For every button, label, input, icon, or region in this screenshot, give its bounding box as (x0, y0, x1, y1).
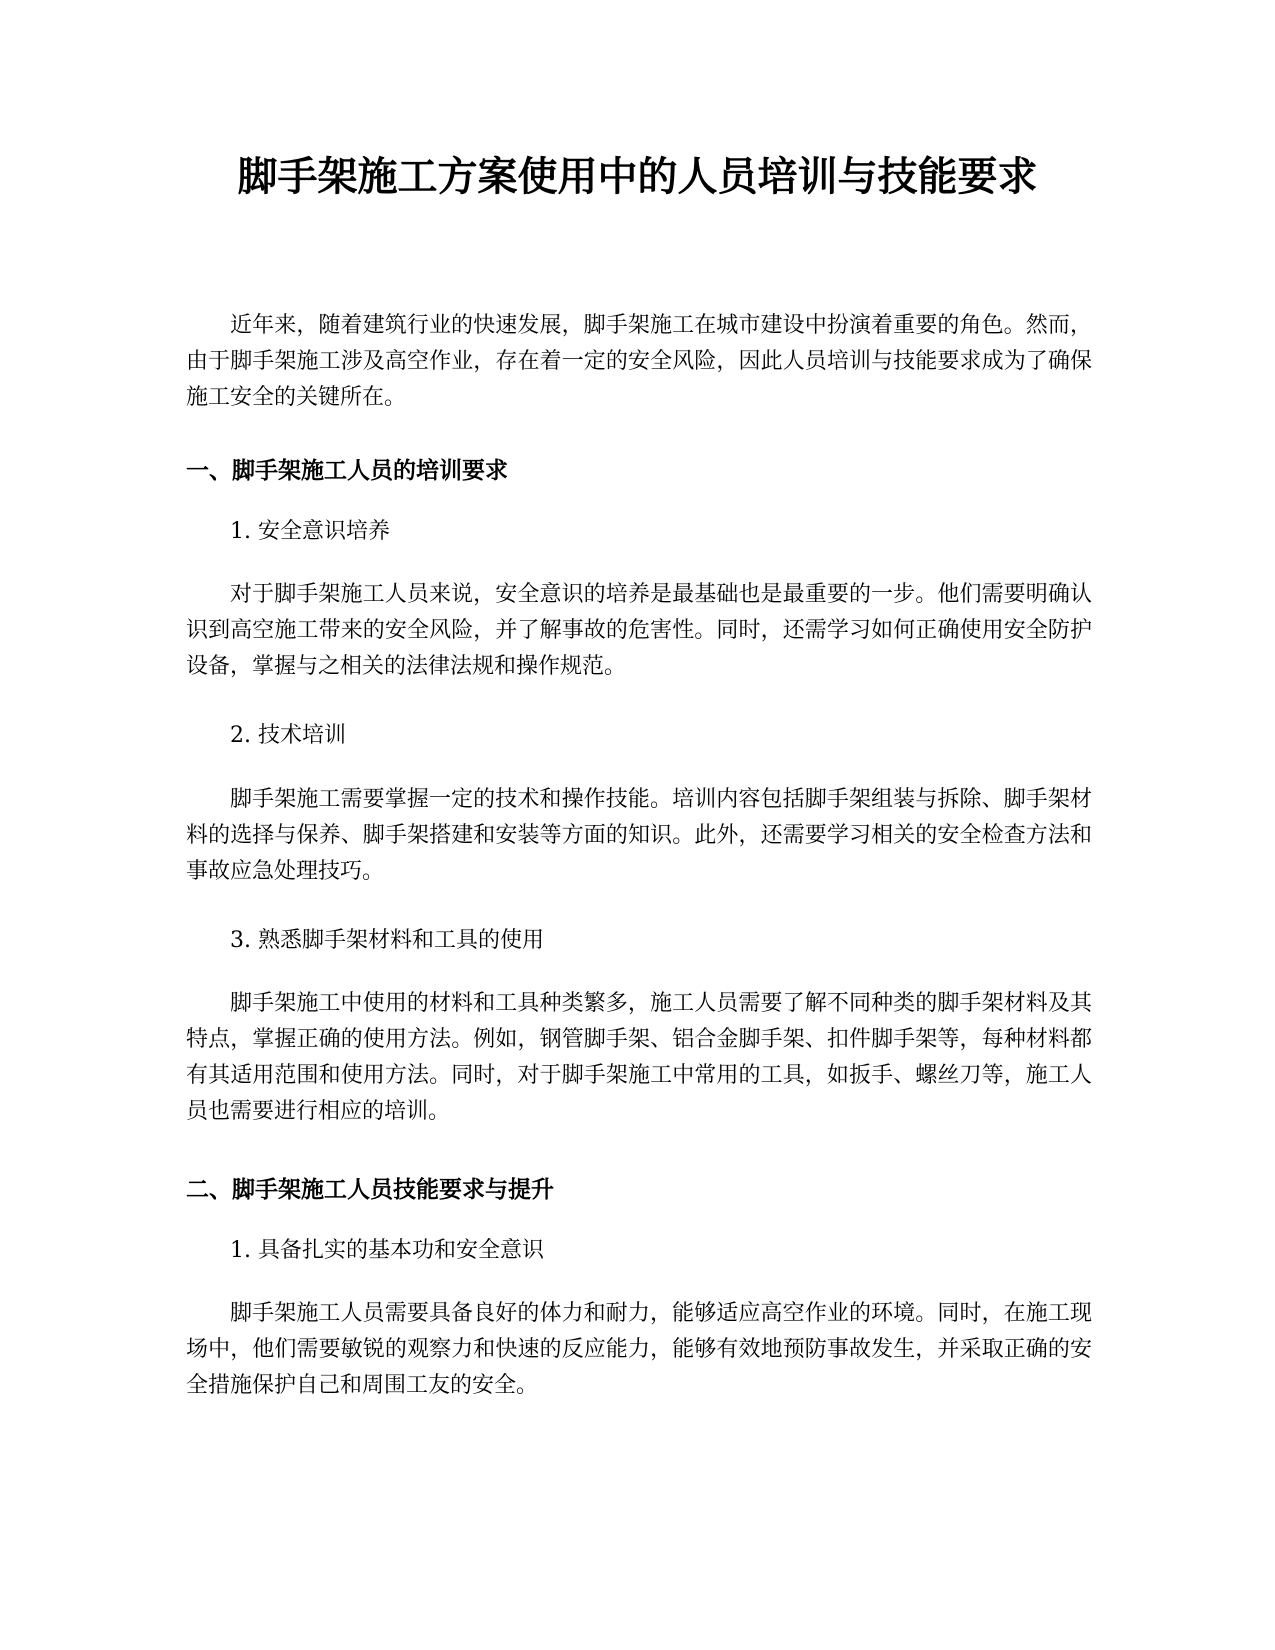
section-heading-2: 二、脚手架施工人员技能要求与提升 (186, 1177, 554, 1203)
subsection-heading-1-3: 3. 熟悉脚手架材料和工具的使用 (230, 928, 544, 953)
paragraph-1-1: 对于脚手架施工人员来说，安全意识的培养是最基础也是最重要的一步。他们需要明确认识到高空施工带来的安全风险，并了解事故的危害性。同时，还需学习如何正确使用安全防护设备，掌握与之相关的法律法规和操作规范。 (186, 582, 1092, 679)
paragraph-2-1: 脚手架施工人员需要具备良好的体力和耐力，能够适应高空作业的环境。同时，在施工现场中，他们需要敏锐的观察力和快速的反应能力，能够有效地预防事故发生，并采取正确的安全措施保护自己和周围工友的安全。 (186, 1301, 1092, 1398)
subsection-heading-2-1: 1. 具备扎实的基本功和安全意识 (230, 1238, 544, 1263)
paragraph-1-3: 脚手架施工中使用的材料和工具种类繁多，施工人员需要了解不同种类的脚手架材料及其特点，掌握正确的使用方法。例如，钢管脚手架、铝合金脚手架、扣件脚手架等，每种材料都有其适用范围和使用方法。同时，对于脚手架施工中常用的工具，如扳手、螺丝刀等，施工人员也需要进行相应的培训。 (186, 991, 1092, 1124)
subsection-heading-1-1: 1. 安全意识培养 (230, 519, 390, 544)
subsection-heading-1-2: 2. 技术培训 (230, 723, 346, 748)
paragraph-1-2: 脚手架施工需要掌握一定的技术和操作技能。培训内容包括脚手架组装与拆除、脚手架材料的选择与保养、脚手架搭建和安装等方面的知识。此外，还需要学习相关的安全检查方法和事故应急处理技巧。 (186, 787, 1092, 884)
section-heading-1: 一、脚手架施工人员的培训要求 (186, 458, 508, 484)
intro-paragraph: 近年来，随着建筑行业的快速发展，脚手架施工在城市建设中扮演着重要的角色。然而，由于脚手架施工涉及高空作业，存在着一定的安全风险，因此人员培训与技能要求成为了确保施工安全的关键所在。 (186, 313, 1092, 410)
document-title: 脚手架施工方案使用中的人员培训与技能要求 (237, 154, 1038, 200)
